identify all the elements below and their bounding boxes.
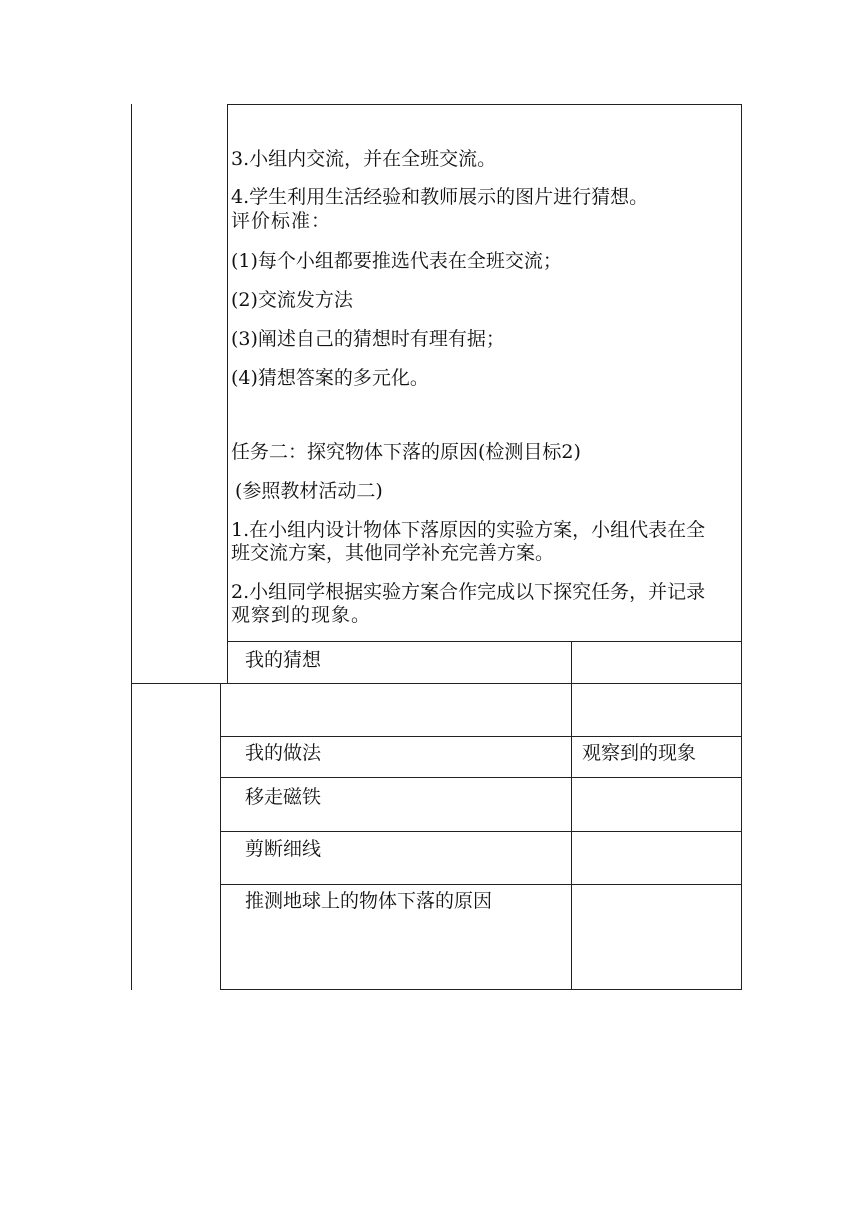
row-reason-top-border	[220, 884, 742, 885]
outer-left-border	[131, 104, 132, 990]
task-2-step-1-line-1: 1.在小组内设计物体下落原因的实验方案，小组代表在全	[231, 519, 706, 541]
my-guess-label: 我的猜想	[245, 649, 322, 671]
method-row-top-border	[220, 736, 742, 737]
content-cell-right-border	[741, 104, 742, 990]
step-3-text: 3.小组内交流，并在全班交流。	[231, 148, 497, 170]
task-2-title: 任务二：探究物体下落的原因(检测目标2)	[231, 441, 581, 463]
guess-row-top-border	[227, 641, 742, 642]
row-magnet-top-border	[220, 777, 742, 778]
table-bottom-border	[220, 989, 742, 990]
task-2-step-2-line-2: 观察到的现象。	[231, 604, 372, 626]
content-cell-top-border	[227, 104, 742, 105]
step-4-text: 4.学生利用生活经验和教师展示的图片进行猜想。	[231, 186, 649, 208]
criteria-item-3: (3)阐述自己的猜想时有理有据；	[231, 328, 505, 350]
criteria-title: 评价标准：	[231, 210, 332, 232]
row-remove-magnet: 移走磁铁	[245, 786, 322, 808]
row-thread-top-border	[220, 831, 742, 832]
criteria-item-4: (4)猜想答案的多元化。	[231, 367, 429, 389]
observed-label: 观察到的现象	[582, 742, 697, 764]
row-cut-thread: 剪断细线	[245, 838, 322, 860]
guess-column-divider	[571, 641, 572, 990]
criteria-item-1: (1)每个小组都要推选代表在全班交流；	[231, 250, 562, 272]
content-cell-left-border-top	[227, 104, 228, 684]
task-2-reference: (参照教材活动二)	[235, 480, 383, 502]
content-cell-left-border-bottom	[220, 683, 221, 990]
task-2-step-1-line-2: 班交流方案，其他同学补充完善方案。	[231, 542, 555, 564]
row-infer-reason: 推测地球上的物体下落的原因	[245, 890, 493, 912]
page-break-row-border	[131, 683, 742, 684]
criteria-item-2: (2)交流发方法	[231, 289, 353, 311]
task-2-step-2-line-1: 2.小组同学根据实验方案合作完成以下探究任务，并记录	[231, 581, 706, 603]
my-method-label: 我的做法	[245, 742, 322, 764]
